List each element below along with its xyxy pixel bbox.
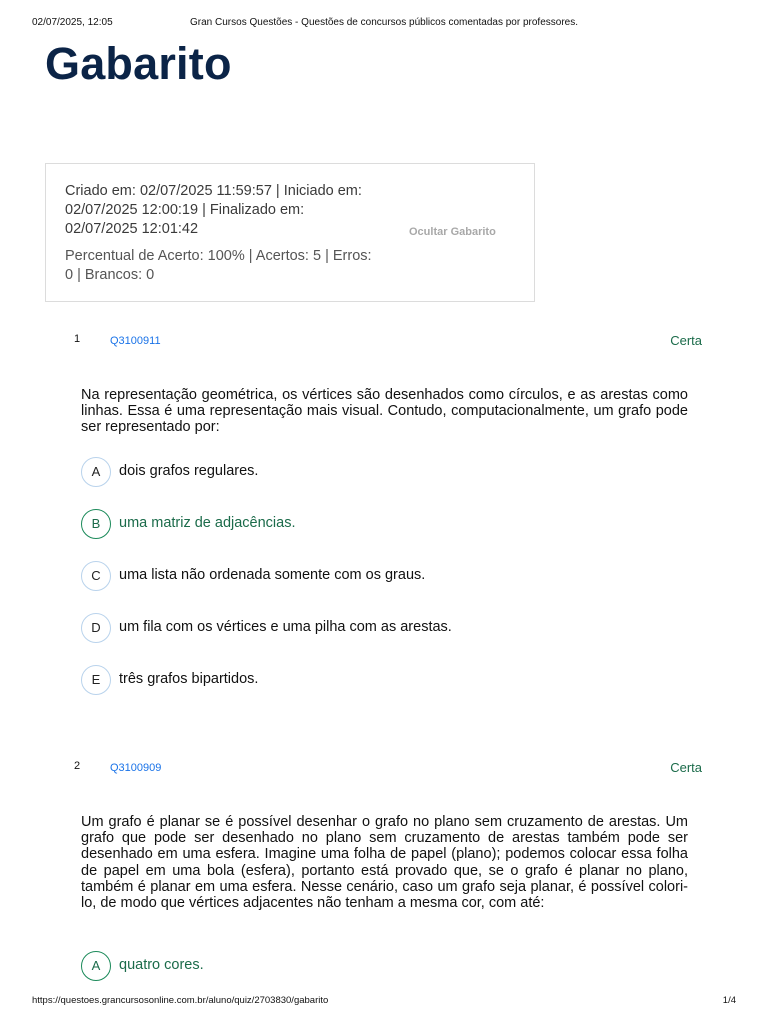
option-text: quatro cores. bbox=[119, 957, 204, 973]
question-stem: Um grafo é planar se é possível desenhar o grafo no plano sem cruzamento de arestas. Um grafo que pode ser desenhado no plano sem cruzamento de arestas também pode ser desenhado em uma esfera. Imagine uma folha de papel (plano); podemos colocar essa folha de papel em uma bola (esfera), portanto está provado que, se o grafo é planar no plano, também é planar em uma esfera. Nesse cenário, caso um grafo seja planar, é possível colori-lo, de modo que vértices adjacentes não tenham a mesma cor, com até: bbox=[81, 814, 688, 912]
print-document-title: Gran Cursos Questões - Questões de concursos públicos comentadas por professores. bbox=[190, 17, 578, 28]
hide-answers-button[interactable]: Ocultar Gabarito bbox=[409, 226, 496, 238]
answer-option-b[interactable] bbox=[81, 509, 681, 539]
question-number: 1 bbox=[74, 333, 81, 345]
option-text: três grafos bipartidos. bbox=[119, 671, 259, 687]
print-header bbox=[32, 17, 736, 31]
quiz-summary-card bbox=[45, 163, 535, 302]
summary-line-3: 02/07/2025 12:01:42 bbox=[65, 221, 199, 237]
option-letter: D bbox=[81, 613, 111, 643]
question-stem: Na representação geométrica, os vértices são desenhados como círculos, e as arestas como linhas. Essa é uma representação mais visual. Contudo, computacionalmente, um grafo pode ser representado por: bbox=[81, 387, 688, 436]
question-code-link[interactable]: Q3100911 bbox=[110, 335, 161, 347]
summary-line-2: 02/07/2025 12:00:19 | Finalizado em: bbox=[65, 202, 305, 218]
question-status: Certa bbox=[670, 333, 702, 348]
option-letter: C bbox=[81, 561, 111, 591]
print-footer bbox=[32, 995, 736, 1009]
option-text: uma lista não ordenada somente com os graus. bbox=[119, 567, 426, 583]
summary-stats-line-2: 0 | Brancos: 0 bbox=[65, 267, 155, 283]
answer-option-e[interactable] bbox=[81, 665, 681, 695]
option-letter: E bbox=[81, 665, 111, 695]
answer-option-d[interactable] bbox=[81, 613, 681, 643]
page-url: https://questoes.grancursosonline.com.br/aluno/quiz/2703830/gabarito bbox=[32, 995, 329, 1006]
option-letter: A bbox=[81, 457, 111, 487]
summary-stats bbox=[65, 247, 395, 285]
summary-line-1: Criado em: 02/07/2025 11:59:57 | Iniciado em: bbox=[65, 183, 362, 199]
option-text: dois grafos regulares. bbox=[119, 463, 259, 479]
option-letter: A bbox=[81, 951, 111, 981]
question-status: Certa bbox=[670, 760, 702, 775]
answer-option-a[interactable] bbox=[81, 457, 681, 487]
summary-stats-line-1: Percentual de Acerto: 100% | Acertos: 5 | Erros: bbox=[65, 248, 372, 264]
question-code-link[interactable]: Q3100909 bbox=[110, 762, 162, 774]
option-text: uma matriz de adjacências. bbox=[119, 515, 296, 531]
page-number: 1/4 bbox=[722, 995, 736, 1006]
answer-option-a[interactable] bbox=[81, 951, 681, 981]
option-letter: B bbox=[81, 509, 111, 539]
option-text: um fila com os vértices e uma pilha com as arestas. bbox=[119, 619, 452, 635]
page-title: Gabarito bbox=[45, 38, 232, 89]
answer-option-c[interactable] bbox=[81, 561, 681, 591]
question-number: 2 bbox=[74, 760, 81, 772]
print-datetime: 02/07/2025, 12:05 bbox=[32, 17, 113, 28]
quiz-summary-text bbox=[65, 182, 395, 285]
